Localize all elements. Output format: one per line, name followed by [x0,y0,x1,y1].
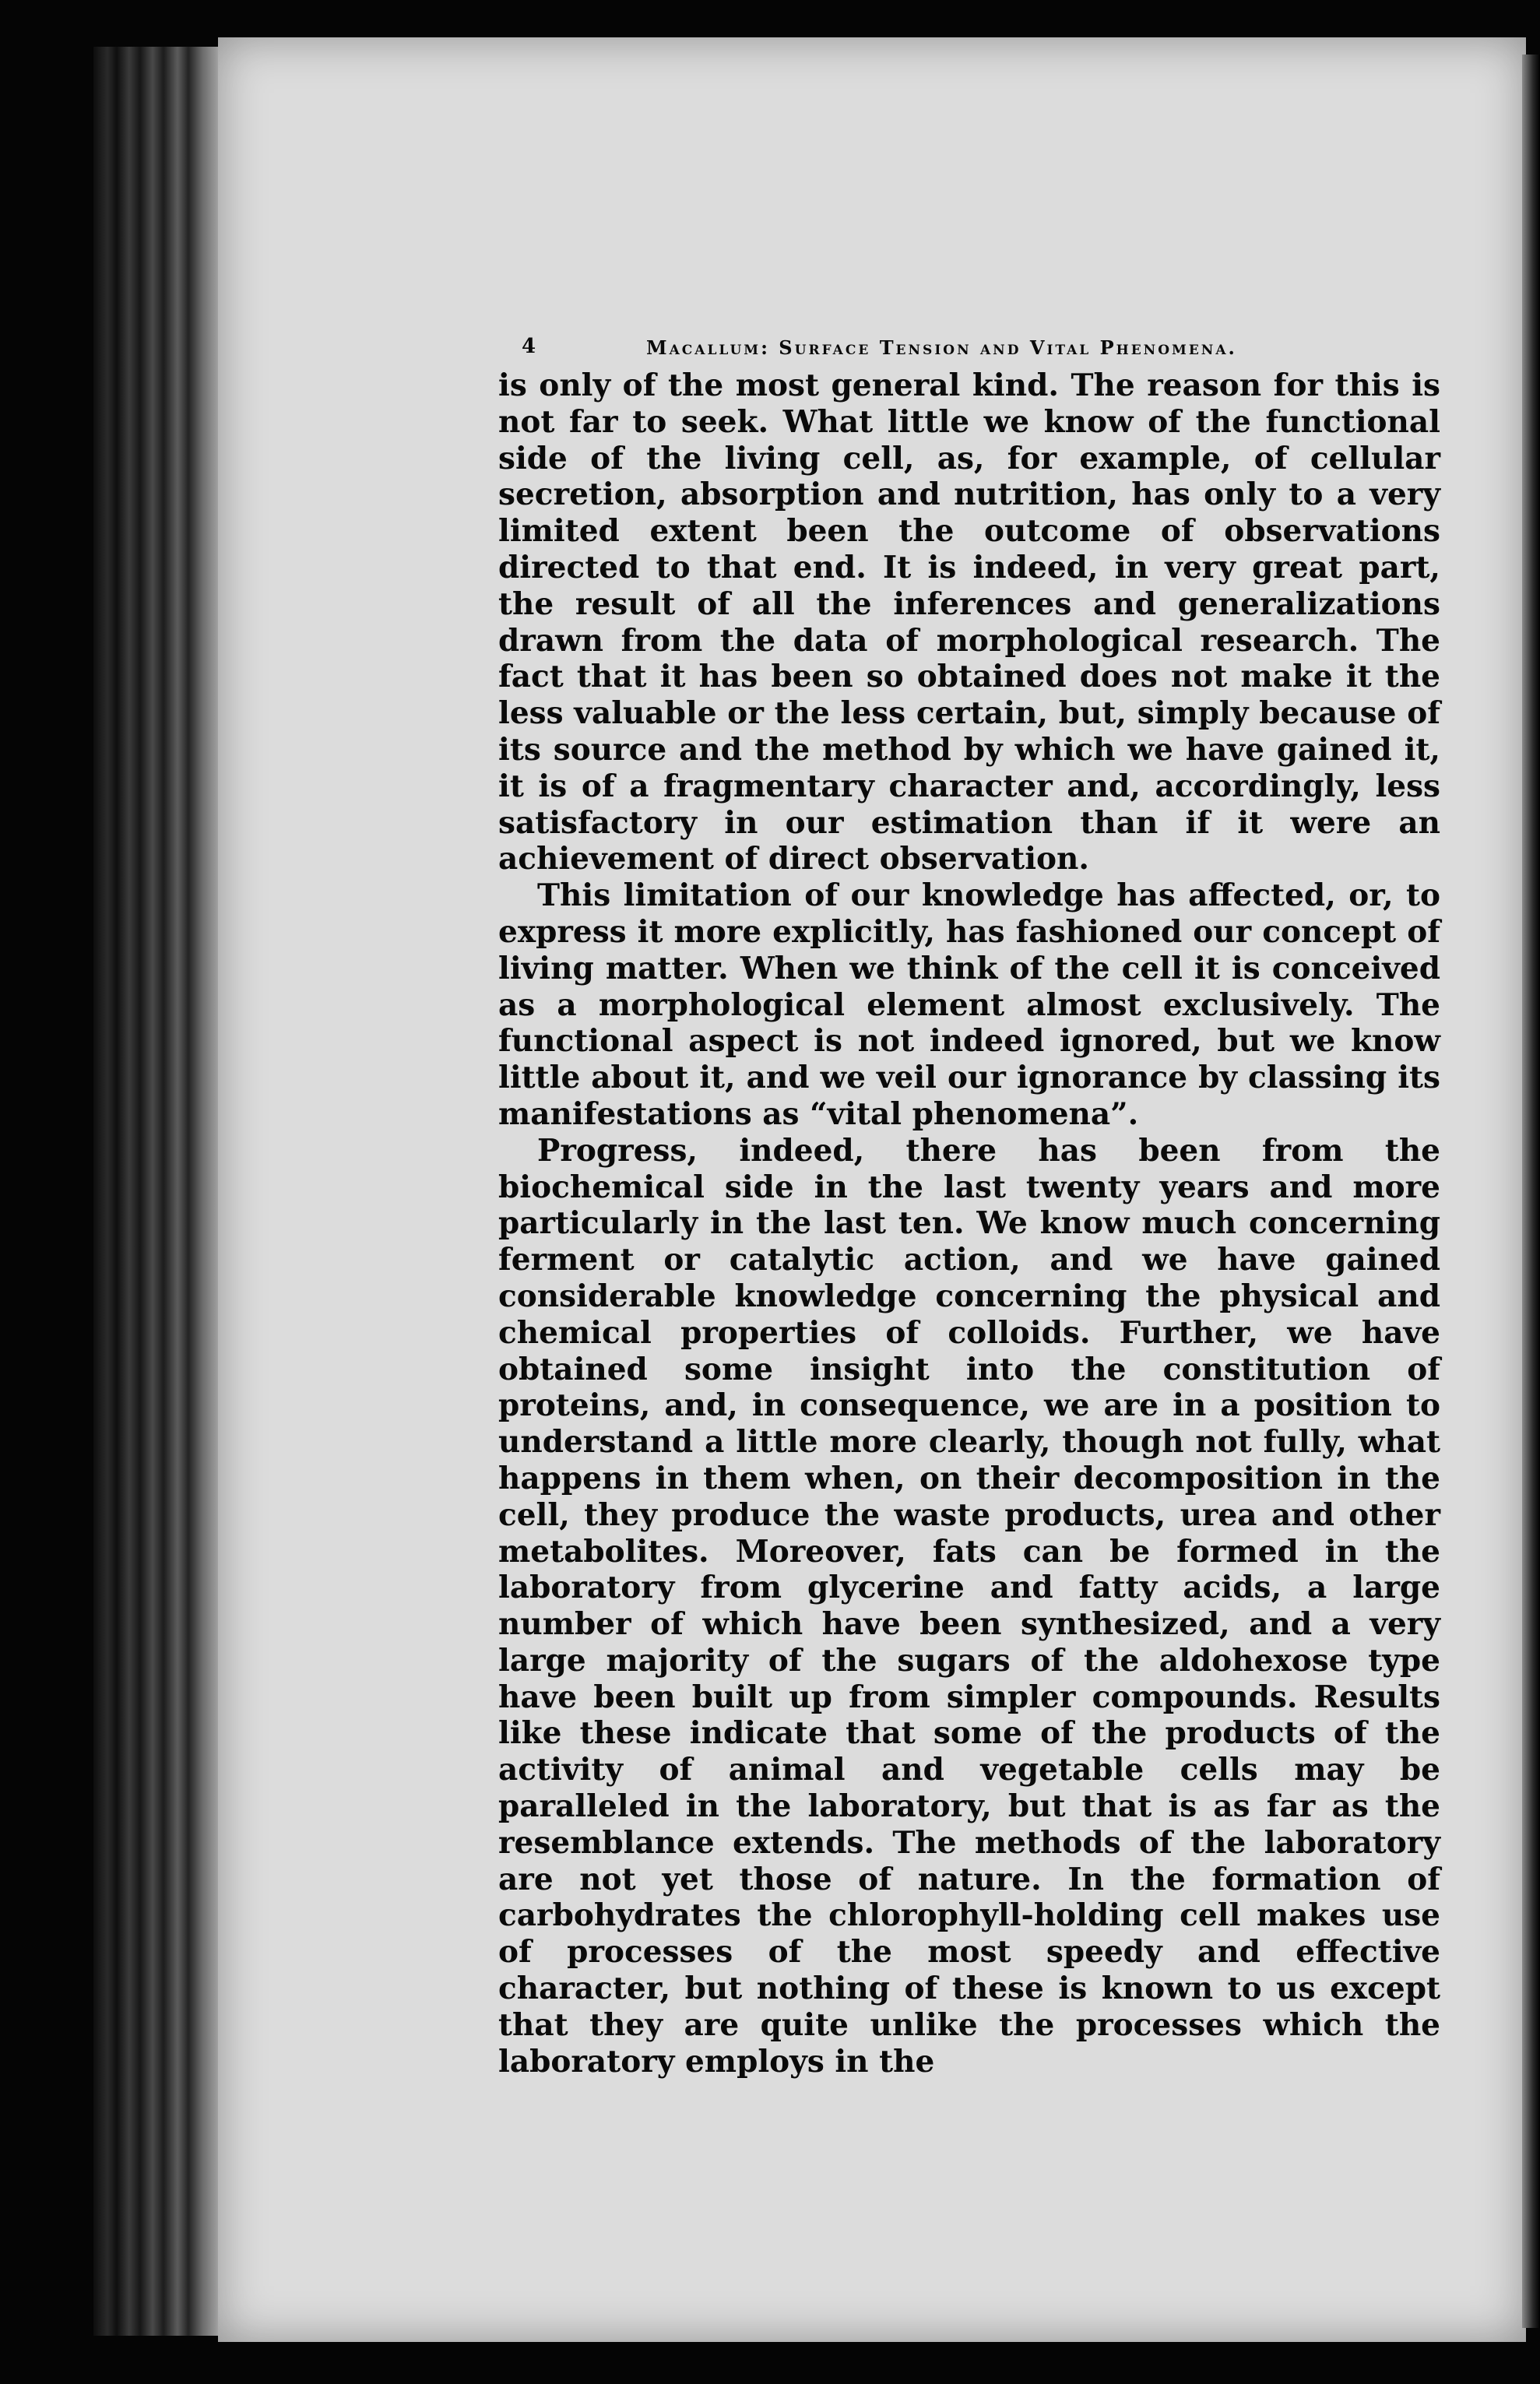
body-text [498,367,1440,2080]
paragraph-1: is only of the most general kind. The reason for this is not far to seek. What little we know of the functional side of the living cell, as, for example, of cellular secretion, absorption and nutrition, has only to a very limited extent been the outcome of observations directed to that end. It is indeed, in very great part, the result of all the inferences and generalizations drawn from the data of morphological research. The fact that it has been so obtained does not make it the less valuable or the less certain, but, simply because of its source and the method by which we have gained it, it is of a fragmentary character and, accordingly, less satisfactory in our estimation than if it were an achievement of direct observation. [498,367,1440,877]
running-head-title: Macallum: Surface Tension and Vital Phenomena. [646,336,1237,359]
paragraph-2: This limitation of our knowledge has affected, or, to express it more explicitly, has fashioned our concept of living matter. When we think of the cell it is conceived as a morphological element almost exclusively. The functional aspect is not indeed ignored, but we know little about it, and we veil our ignorance by classing its manifestations as “vital phenomena”. [498,877,1440,1132]
page-right-edge [1522,55,1540,2328]
book-binding-edge [93,47,226,2336]
page-text-block [498,327,1440,2080]
running-head [498,327,1440,367]
paragraph-3: Progress, indeed, there has been from the biochemical side in the last twenty years and more particularly in the last ten. We know much concerning ferment or catalytic action, and we have gained considerable knowledge concerning the physical and chemical properties of colloids. Further, we have obtained some insight into the constitution of proteins, and, in consequence, we are in a position to understand a little more clearly, though not fully, what happens in them when, on their decomposition in the cell, they produce the waste products, urea and other metabolites. Moreover, fats can be formed in the laboratory from glycerine and fatty acids, a large number of which have been synthesized, and a very large majority of the sugars of the aldohexose type have been built up from simpler compounds. Results like these indicate that some of the products of the activity of animal and vegetable cells may be paralleled in the laboratory, but that is as far as the resemblance extends. The methods of the laboratory are not yet those of nature. In the formation of carbohydrates the chlorophyll-holding cell makes use of processes of the most speedy and effective character, but nothing of these is known to us except that they are quite unlike the processes which the laboratory employs in the [498,1132,1440,2080]
page-number: 4 [522,335,539,358]
